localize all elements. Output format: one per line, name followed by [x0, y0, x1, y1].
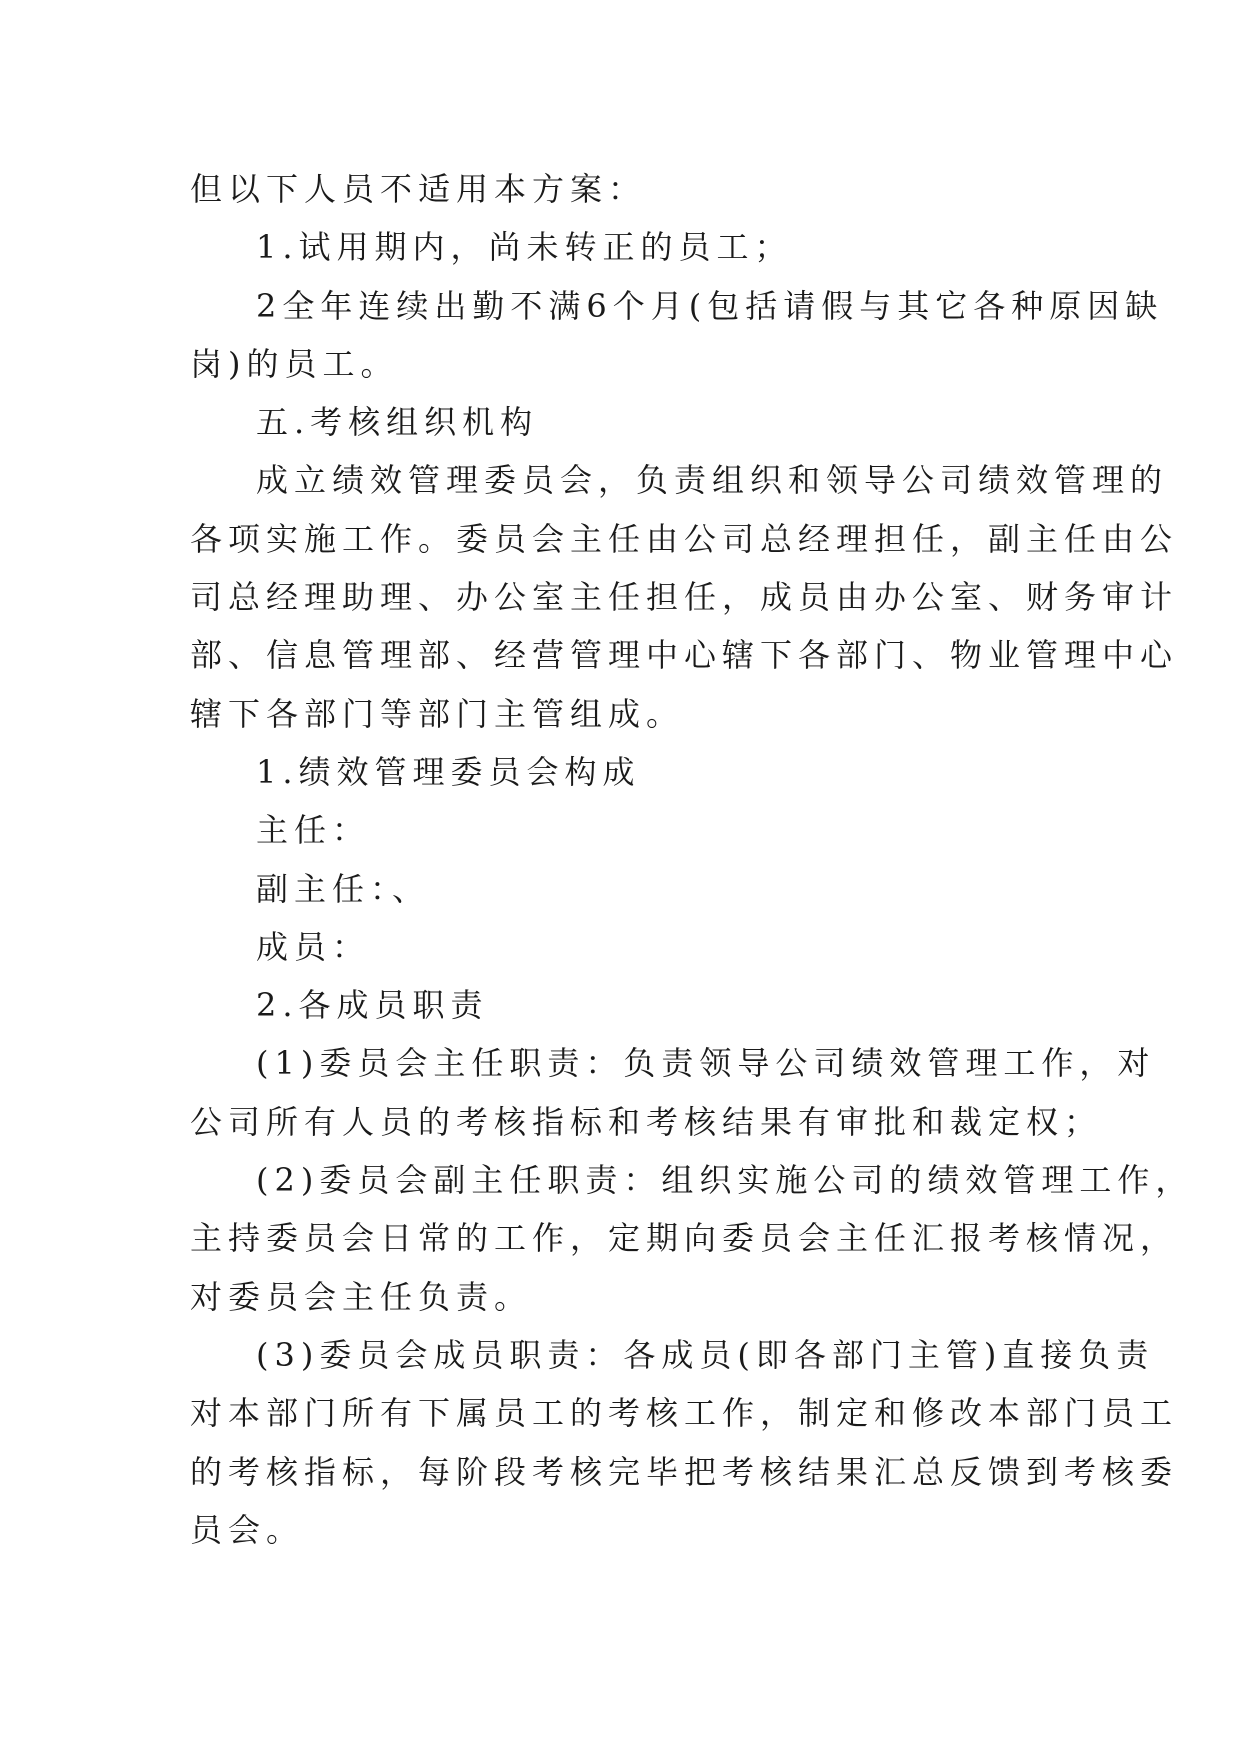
paragraph-line: (2)委员会副主任职责：组织实施公司的绩效管理工作， [256, 1161, 1194, 1200]
document-body [190, 160, 1194, 1559]
paragraph-line: 辖下各部门等部门主管组成。 [190, 694, 685, 733]
paragraph-line: (1)委员会主任职责：负责领导公司绩效管理工作，对 [256, 1044, 1156, 1083]
paragraph-line: 对本部门所有下属员工的考核工作，制定和修改本部门员工 [190, 1394, 1179, 1433]
paragraph-line: 主持委员会日常的工作，定期向委员会主任汇报考核情况， [190, 1219, 1179, 1258]
paragraph-line: (3)委员会成员职责：各成员(即各部门主管)直接负责 [256, 1335, 1155, 1374]
paragraph-line: 公司所有人员的考核指标和考核结果有审批和裁定权； [190, 1102, 1103, 1141]
paragraph-line: 的考核指标，每阶段考核完毕把考核结果汇总反馈到考核委 [190, 1452, 1179, 1491]
paragraph-line: 1.试用期内，尚未转正的员工； [256, 228, 793, 267]
paragraph-line: 副主任：、 [256, 869, 431, 908]
paragraph-line: 司总经理助理、办公室主任担任，成员由办公室、财务审计 [190, 578, 1179, 617]
paragraph-line: 成员： [256, 927, 371, 966]
paragraph-line: 对委员会主任负责。 [190, 1277, 533, 1316]
paragraph-line: 2全年连续出勤不满6个月(包括请假与其它各种原因缺 [256, 286, 1164, 325]
subsection-heading: 2.各成员职责 [256, 986, 489, 1025]
paragraph-line: 员会。 [190, 1510, 305, 1549]
paragraph-line: 各项实施工作。委员会主任由公司总经理担任，副主任由公 [190, 519, 1179, 558]
paragraph-line: 岗)的员工。 [190, 344, 399, 383]
paragraph-line: 但以下人员不适用本方案： [190, 170, 647, 208]
paragraph-line: 部、信息管理部、经营管理中心辖下各部门、物业管理中心 [190, 636, 1179, 675]
section-heading: 五.考核组织机构 [256, 403, 539, 442]
subsection-heading: 1.绩效管理委员会构成 [256, 752, 641, 791]
paragraph-line: 主任： [256, 811, 371, 850]
paragraph-line: 成立绩效管理委员会，负责组织和领导公司绩效管理的 [256, 461, 1169, 500]
